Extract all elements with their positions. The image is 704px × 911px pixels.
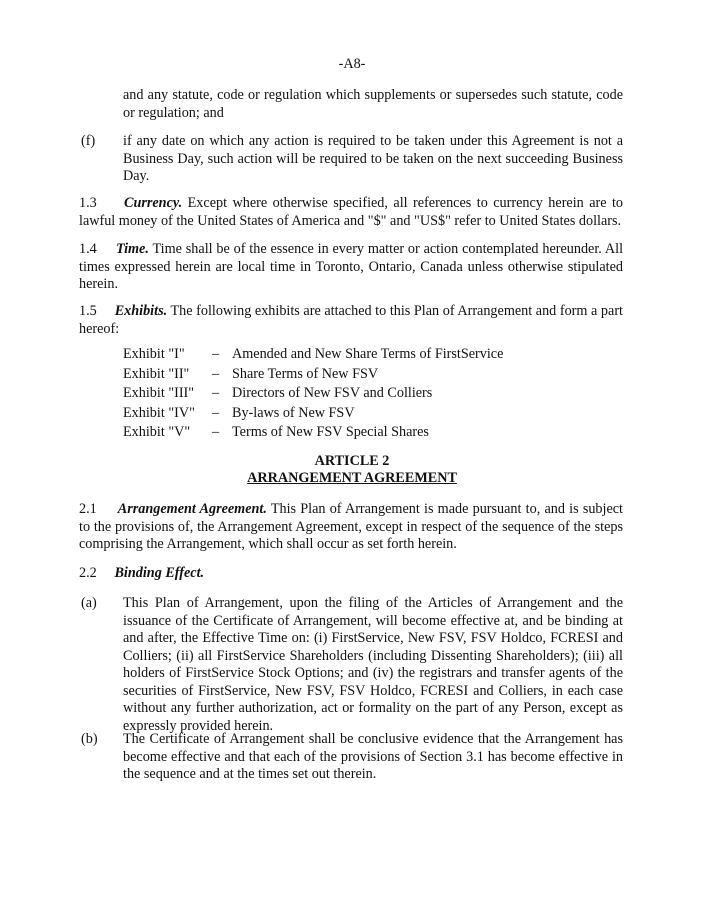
exhibit-label: Exhibit "IV" [123,404,195,421]
section-2-2-heading: Binding Effect. [114,565,205,581]
section-2-1-number: 2.1 [79,501,97,517]
item-a-marker: (a) [81,595,97,611]
section-2-2 [79,565,204,583]
item-a-text: This Plan of Arrangement, upon the filing of the Articles of Arrangement and the issuance of the Certificate of Arrangement, will become effective at, and be binding at and after, the Effective Time on: (i) FirstService, New FSV, FSV Holdco, FCRESI and Colliers; (ii) all FirstService Shareholders (including Dissenting Shareholders); (iii) all holders of FirstService Stock Options; and (iv) the registrars and transfer agents of the securities of FirstService, New FSV, FSV Holdco, FCRESI and Colliers, in each case without any further authorization, act or formality on the part of any Person, except as expressly provided herein. [123,595,623,734]
section-1-4-text: Time shall be of the essence in every matter or action contemplated hereunder. All times expressed herein are local time in Toronto, Ontario, Canada unless otherwise stipulated herein. [79,241,624,292]
article-title-wrap [0,470,704,488]
item-b-marker: (b) [81,731,98,747]
article-number: ARTICLE 2 [314,453,390,469]
exhibit-label: Exhibit "II" [123,365,190,382]
section-1-5-heading: Exhibits. [114,303,168,319]
section-1-3-heading: Currency. [123,195,183,211]
section-2-1-text: This Plan of Arrangement is made pursuant to, and is subject to the provisions of, the Arrangement Agreement, except in respect of the sequence of the steps comprising the Arrangement, which shall occur as set forth herein. [79,501,623,552]
section-1-5-number: 1.5 [79,303,97,319]
exhibit-description: Amended and New Share Terms of FirstService [232,346,504,362]
section-1-4-heading: Time. [115,241,149,257]
section-1-3 [79,195,623,230]
section-2-2-number: 2.2 [79,565,97,581]
section-1-5-text: The following exhibits are attached to this Plan of Arrangement and form a part hereof: [79,303,623,337]
exhibit-label: Exhibit "I" [123,346,185,362]
item-f-text: if any date on which any action is required to be taken under this Agreement is not a Business Day, such action will be required to be taken on the next succeeding Business Day. [123,133,623,184]
section-1-3-text: Except where otherwise specified, all references to currency herein are to lawful money of the United States of America and "$" and "US$" refer to United States dollars. [79,195,624,229]
exhibit-description: Directors of New FSV and Colliers [232,385,433,401]
section-2-1-heading: Arrangement Agreement. [117,501,267,517]
exhibit-dash: – [212,385,220,401]
exhibit-dash: – [212,346,220,362]
section-1-4 [79,241,623,294]
page-number: -A8- [338,56,366,72]
item-f-marker: (f) [81,133,96,149]
exhibit-dash: – [212,424,220,440]
exhibit-description: By-laws of New FSV [232,404,355,421]
intro-continuation: and any statute, code or regulation which supplements or supersedes such statute, code or regulation; and [123,87,623,121]
exhibit-dash: – [212,404,220,421]
exhibit-label: Exhibit "III" [123,385,195,401]
section-1-5 [79,303,623,338]
article-title: ARRANGEMENT AGREEMENT [247,470,457,486]
section-1-4-number: 1.4 [79,241,97,257]
exhibit-dash: – [212,365,220,382]
exhibit-label: Exhibit "V" [123,424,191,440]
section-1-3-number: 1.3 [79,195,97,211]
exhibit-description: Terms of New FSV Special Shares [232,424,429,440]
exhibit-description: Share Terms of New FSV [232,365,379,382]
section-2-1 [79,501,623,554]
item-b-text: The Certificate of Arrangement shall be conclusive evidence that the Arrangement has become effective and that each of the provisions of Section 3.1 has become effective in the sequence and at the times set out therein. [123,731,623,782]
